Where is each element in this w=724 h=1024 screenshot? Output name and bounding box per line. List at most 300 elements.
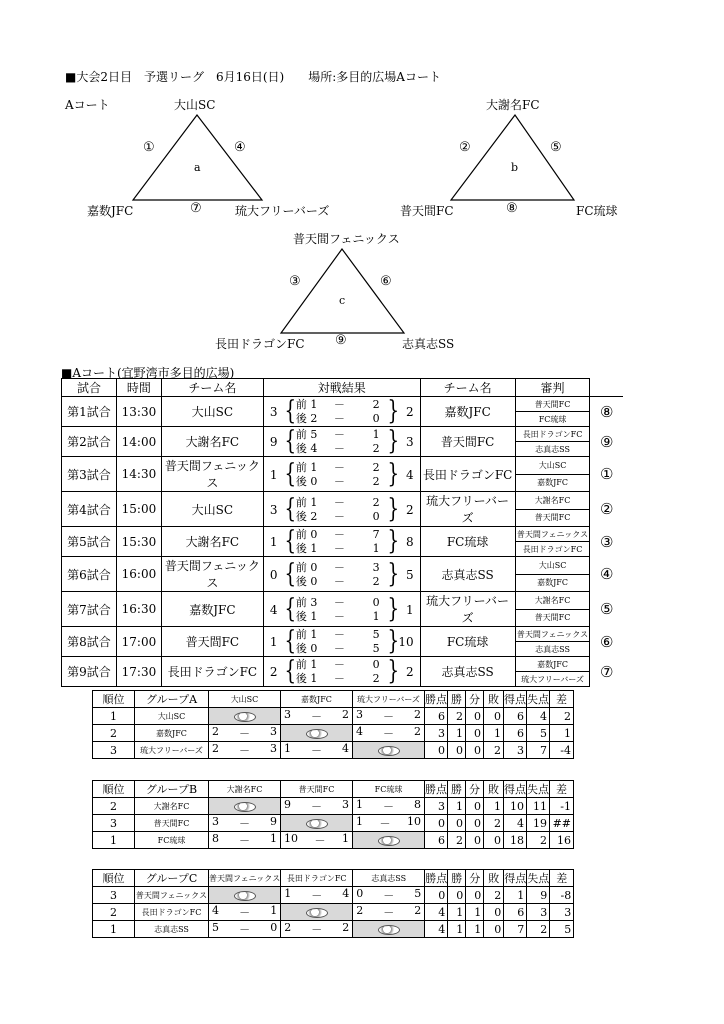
goals-for: 8	[212, 832, 219, 845]
match-row	[62, 397, 624, 412]
match-time: 14:30	[116, 457, 161, 492]
home-team: 大山SC	[161, 492, 263, 527]
second-half-home: 後 0	[295, 574, 318, 588]
standings-header: 勝点	[425, 870, 448, 887]
referee-2: 志真志SS	[515, 442, 590, 457]
stat-w: 1	[448, 904, 466, 921]
second-half-line	[296, 642, 388, 656]
stat-pts: 3	[425, 725, 448, 742]
second-half-line	[296, 542, 388, 556]
standings-header: 勝	[448, 691, 466, 708]
stat-gf: 1	[504, 887, 527, 904]
second-half-line	[296, 510, 388, 524]
referee-2: 普天間FC	[515, 609, 590, 627]
team-name: 志真志SS	[135, 921, 209, 938]
goals-for: 1	[284, 887, 292, 900]
dash: －	[333, 509, 345, 523]
dash: －	[314, 834, 326, 847]
home-total: 1	[269, 635, 278, 649]
col-header: 時間	[116, 379, 161, 397]
stat-ga: 4	[527, 708, 550, 725]
triangle-a-letter: a	[194, 161, 201, 174]
match-label: 第9試合	[62, 657, 117, 687]
col-header: 審判	[515, 379, 590, 397]
standings-header: 分	[466, 781, 484, 798]
triangle-b-left: 普天間FC	[400, 204, 454, 218]
dash: －	[383, 906, 395, 919]
stat-ga: 3	[527, 904, 550, 921]
self-match-cell	[281, 725, 353, 742]
goals-for: 3	[356, 708, 363, 721]
brace-right: }	[387, 526, 400, 556]
dash: －	[333, 628, 345, 641]
match-time: 15:00	[116, 492, 161, 527]
goals-for: 0	[356, 887, 364, 900]
stat-d: 1	[466, 921, 484, 938]
match-label: 第4試合	[62, 492, 117, 527]
first-half-away: 2	[372, 460, 380, 474]
dash: －	[333, 672, 345, 685]
triangle-a-left: 嘉数JFC	[87, 204, 134, 218]
away-total: 3	[406, 435, 414, 449]
match-score	[263, 557, 420, 592]
second-half-away: 2	[372, 672, 380, 685]
referee-2: 普天間FC	[515, 509, 590, 527]
standings-header: 分	[466, 691, 484, 708]
standings-header: 順位	[93, 870, 135, 887]
triangle-c-right-num: ⑥	[380, 274, 392, 289]
dash: －	[333, 412, 345, 425]
match-row	[62, 457, 624, 475]
standings-header: グループC	[135, 870, 209, 887]
second-half-home: 後 1	[295, 542, 318, 555]
goals-against: 1	[342, 832, 349, 845]
stat-d: 0	[466, 725, 484, 742]
goals-for: 1	[284, 742, 291, 755]
stat-gd: 16	[550, 832, 574, 849]
first-half-home: 前 5	[295, 428, 318, 441]
rank: 1	[93, 921, 135, 938]
match-time: 17:30	[116, 657, 161, 687]
result-cell	[281, 921, 353, 938]
match-time: 13:30	[116, 397, 161, 427]
match-label: 第1試合	[62, 397, 117, 427]
stat-ga: 11	[527, 798, 550, 815]
schedule-title: ■Aコート(宜野湾市多目的広場)	[61, 366, 235, 380]
referee-number: ②	[600, 500, 614, 518]
result-cell	[281, 832, 353, 849]
self-match-cell	[353, 832, 425, 849]
goals-for: 3	[284, 708, 291, 721]
away-team: 嘉数JFC	[420, 397, 515, 427]
referee-1: 大山SC	[515, 457, 590, 475]
first-half-away: 2	[372, 495, 380, 509]
result-cell	[353, 798, 425, 815]
away-team: 普天間FC	[420, 427, 515, 457]
second-half-line	[296, 672, 388, 686]
goals-for: 2	[284, 921, 292, 934]
first-half-away: 5	[372, 628, 380, 641]
first-half-line	[296, 496, 388, 510]
standings-row	[93, 742, 574, 759]
soccer-ball-icon	[378, 746, 400, 756]
home-total: 2	[269, 665, 278, 679]
first-half-line	[296, 596, 388, 610]
referee-number: ①	[600, 465, 614, 483]
second-half-away: 2	[372, 474, 380, 488]
match-label: 第6試合	[62, 557, 117, 592]
brace-right: }	[387, 656, 400, 686]
first-half-line	[296, 658, 388, 672]
match-label: 第3試合	[62, 457, 117, 492]
self-match-cell	[353, 921, 425, 938]
result-cell	[281, 742, 353, 759]
stat-d: 0	[466, 887, 484, 904]
home-total: 3	[269, 502, 278, 517]
second-half-home: 後 2	[295, 412, 318, 425]
brace-left: {	[284, 593, 296, 624]
goals-against: 4	[342, 887, 350, 900]
away-total: 2	[406, 665, 414, 679]
result-cell	[209, 832, 281, 849]
soccer-ball-icon	[306, 908, 328, 918]
match-label: 第5試合	[62, 527, 117, 557]
brace-right: }	[387, 593, 400, 624]
stat-ga: 19	[527, 815, 550, 832]
standings-header: 勝	[448, 781, 466, 798]
brace-right: }	[387, 458, 400, 489]
stat-gf: 18	[504, 832, 527, 849]
dash: －	[383, 727, 394, 740]
dash: －	[333, 460, 345, 474]
away-team: 長田ドラゴンFC	[420, 457, 515, 492]
away-total: 5	[406, 567, 414, 582]
home-team: 大謝名FC	[161, 527, 263, 557]
self-match-cell	[209, 887, 281, 904]
standings-header: 勝点	[425, 691, 448, 708]
referee-number: ⑤	[600, 600, 614, 618]
stat-gd: -1	[550, 798, 574, 815]
home-team: 大山SC	[161, 397, 263, 427]
stat-pts: 0	[425, 887, 448, 904]
dash: －	[239, 906, 251, 919]
self-match-cell	[353, 742, 425, 759]
first-half-home: 前 0	[295, 528, 318, 541]
soccer-ball-icon	[378, 836, 400, 846]
stat-w: 0	[448, 887, 466, 904]
standings-header: 分	[466, 870, 484, 887]
first-half-home: 前 1	[295, 398, 318, 411]
team-name: 嘉数JFC	[135, 725, 209, 742]
standings-header: 差	[550, 781, 574, 798]
stat-gd: 1	[550, 725, 574, 742]
referee-number: ⑦	[600, 662, 614, 681]
standings-header-row	[93, 781, 574, 798]
dash: －	[333, 428, 345, 441]
referee-2: 嘉数JFC	[515, 574, 590, 592]
stat-l: 2	[484, 742, 504, 759]
brace-left: {	[284, 493, 296, 524]
second-half-home: 後 1	[295, 672, 318, 685]
stat-pts: 4	[425, 921, 448, 938]
second-half-home: 後 0	[295, 474, 318, 488]
schedule-header-row	[62, 379, 624, 397]
stat-l: 0	[484, 904, 504, 921]
brace-right: }	[387, 426, 400, 456]
second-half-line	[296, 575, 388, 589]
first-half-line	[296, 428, 388, 442]
brace-left: {	[284, 458, 296, 489]
stat-gf: 6	[504, 725, 527, 742]
goals-against: 1	[270, 832, 277, 845]
stat-l: 1	[484, 798, 504, 815]
standings-header: 失点	[527, 691, 550, 708]
dash: －	[311, 923, 323, 936]
rank: 1	[93, 708, 135, 725]
standings-header: 差	[550, 691, 574, 708]
brace-left: {	[284, 626, 296, 656]
brace-left: {	[284, 558, 296, 589]
stat-ga: 2	[527, 921, 550, 938]
standings-row	[93, 832, 574, 849]
standings-header-row	[93, 870, 574, 887]
goals-against: 3	[270, 725, 277, 738]
dash: －	[333, 398, 345, 411]
page-title: ■大会2日目 予選リーグ 6月16日(日) 場所:多目的広場Aコート	[65, 70, 441, 84]
dash: －	[383, 889, 395, 902]
standings-header: グループB	[135, 781, 209, 798]
goals-for: 5	[212, 921, 219, 934]
away-team: 志真志SS	[420, 657, 515, 687]
standings-header: 得点	[504, 691, 527, 708]
home-total: 1	[269, 467, 278, 482]
home-total: 0	[269, 567, 278, 582]
standings-header: 得点	[504, 781, 527, 798]
first-half-home: 前 1	[295, 658, 318, 671]
goals-for: 1	[356, 815, 363, 828]
team-name: FC琉球	[135, 832, 209, 849]
standings-header: 大謝名FC	[209, 781, 281, 798]
triangle-a-bottom-num: ⑦	[190, 201, 202, 216]
home-total: 9	[269, 435, 278, 449]
first-half-away: 2	[372, 398, 380, 411]
match-label: 第2試合	[62, 427, 117, 457]
result-cell	[209, 904, 281, 921]
stat-ga: 2	[527, 832, 550, 849]
rank: 2	[93, 904, 135, 921]
goals-against: 2	[342, 921, 350, 934]
col-header: チーム名	[161, 379, 263, 397]
standings-row	[93, 815, 574, 832]
first-half-home: 前 1	[295, 495, 318, 509]
away-team: 琉大フリーバーズ	[420, 492, 515, 527]
self-match-cell	[281, 904, 353, 921]
match-score	[263, 627, 420, 657]
second-half-away: 0	[372, 412, 380, 425]
first-half-line	[296, 461, 388, 475]
match-score	[263, 592, 420, 627]
home-team: 長田ドラゴンFC	[161, 657, 263, 687]
standings-header: グループA	[135, 691, 209, 708]
rank: 3	[93, 815, 135, 832]
goals-against: 2	[414, 708, 421, 721]
stat-gd: -8	[550, 887, 574, 904]
dash: －	[239, 834, 250, 847]
result-cell	[353, 815, 425, 832]
dash: －	[239, 744, 250, 757]
result-cell	[209, 725, 281, 742]
first-half-away: 7	[372, 528, 380, 541]
result-cell	[209, 815, 281, 832]
goals-against: 1	[270, 904, 278, 917]
second-half-line	[296, 475, 388, 489]
home-total: 1	[269, 535, 278, 549]
goals-against: 8	[414, 798, 421, 811]
team-name: 長田ドラゴンFC	[135, 904, 209, 921]
brace-right: }	[387, 396, 400, 426]
goals-against: 3	[342, 798, 349, 811]
stat-l: 2	[484, 887, 504, 904]
dash: －	[239, 923, 251, 936]
second-half-away: 5	[372, 642, 380, 655]
dash: －	[383, 710, 394, 723]
referee-2: FC琉球	[515, 412, 590, 427]
away-team: 志真志SS	[420, 557, 515, 592]
triangle-c-right: 志真志SS	[402, 337, 455, 351]
triangle-b-bottom-num: ⑧	[506, 201, 518, 216]
team-name: 大山SC	[135, 708, 209, 725]
result-cell	[209, 742, 281, 759]
rank: 1	[93, 832, 135, 849]
stat-w: 1	[448, 725, 466, 742]
standings-header: 失点	[527, 781, 550, 798]
match-row	[62, 557, 624, 575]
first-half-line	[296, 561, 388, 575]
stat-l: 0	[484, 708, 504, 725]
away-team: FC琉球	[420, 527, 515, 557]
goals-for: 2	[212, 725, 219, 738]
standings-header: 順位	[93, 781, 135, 798]
match-time: 14:00	[116, 427, 161, 457]
triangle-b-top: 大謝名FC	[486, 98, 540, 112]
stat-l: 0	[484, 832, 504, 849]
first-half-line	[296, 628, 388, 642]
referee-1: 嘉数JFC	[515, 657, 590, 672]
stat-w: 0	[448, 815, 466, 832]
standings-header: 琉大フリーバーズ	[353, 691, 425, 708]
self-match-cell	[281, 815, 353, 832]
second-half-home: 後 4	[295, 442, 318, 455]
referee-2: 志真志SS	[515, 642, 590, 657]
first-half-home: 前 1	[295, 460, 318, 474]
col-header-blank	[590, 379, 623, 397]
standings-row	[93, 708, 574, 725]
triangle-b-letter: b	[511, 161, 519, 174]
standings-header: 敗	[484, 691, 504, 708]
match-row	[62, 527, 624, 542]
dash: －	[333, 642, 345, 655]
rank: 3	[93, 742, 135, 759]
triangle-b-right: FC琉球	[576, 204, 618, 218]
standings-row	[93, 887, 574, 904]
dash: －	[311, 889, 323, 902]
result-cell	[353, 904, 425, 921]
standings-header: 勝点	[425, 781, 448, 798]
stat-w: 2	[448, 832, 466, 849]
triangle-c-top: 普天間フェニックス	[293, 232, 400, 246]
goals-for: 4	[356, 725, 363, 738]
result-cell	[353, 887, 425, 904]
home-total: 3	[269, 405, 278, 419]
match-row	[62, 427, 624, 442]
first-half-home: 前 3	[295, 595, 318, 609]
stat-pts: 6	[425, 832, 448, 849]
stat-l: 2	[484, 815, 504, 832]
away-total: 2	[406, 502, 414, 517]
col-header: 対戦結果	[263, 379, 420, 397]
goals-against: 4	[342, 742, 349, 755]
referee-number: ⑧	[600, 402, 614, 421]
stat-ga: 5	[527, 725, 550, 742]
referee-number: ⑥	[600, 632, 614, 651]
stat-d: 1	[466, 904, 484, 921]
dash: －	[311, 800, 322, 813]
stat-pts: 0	[425, 815, 448, 832]
match-time: 15:30	[116, 527, 161, 557]
standings-header-row	[93, 691, 574, 708]
stat-gf: 6	[504, 904, 527, 921]
dash: －	[311, 710, 322, 723]
brace-left: {	[284, 426, 296, 456]
second-half-line	[296, 442, 388, 456]
soccer-ball-icon	[306, 819, 328, 829]
triangle-c-left: 長田ドラゴンFC	[215, 337, 305, 351]
soccer-ball-icon	[234, 712, 256, 722]
col-header: 試合	[62, 379, 117, 397]
stat-pts: 0	[425, 742, 448, 759]
stat-w: 2	[448, 708, 466, 725]
brace-right: }	[387, 558, 400, 589]
stat-gf: 6	[504, 708, 527, 725]
standings-header: 失点	[527, 870, 550, 887]
schedule-table	[61, 378, 623, 687]
goals-against: 3	[270, 742, 277, 755]
self-match-cell	[209, 798, 281, 815]
stat-w: 1	[448, 798, 466, 815]
dash: －	[239, 817, 250, 830]
dash: －	[333, 474, 345, 488]
brace-left: {	[284, 656, 296, 686]
away-total: 10	[398, 635, 414, 649]
dash: －	[333, 542, 345, 555]
col-header: チーム名	[420, 379, 515, 397]
second-half-away: 1	[372, 609, 380, 623]
second-half-away: 2	[372, 442, 380, 455]
second-half-line	[296, 610, 388, 624]
goals-against: 2	[414, 904, 422, 917]
stat-d: 0	[466, 815, 484, 832]
match-score	[263, 527, 420, 557]
second-half-home: 後 0	[295, 642, 318, 655]
dash: －	[379, 817, 391, 830]
match-score	[263, 657, 420, 687]
team-name: 琉大フリーバーズ	[135, 742, 209, 759]
stat-gf: 7	[504, 921, 527, 938]
stat-pts: 3	[425, 798, 448, 815]
triangle-a-left-num: ①	[143, 140, 155, 155]
referee-1: 大謝名FC	[515, 492, 590, 510]
match-label: 第8試合	[62, 627, 117, 657]
